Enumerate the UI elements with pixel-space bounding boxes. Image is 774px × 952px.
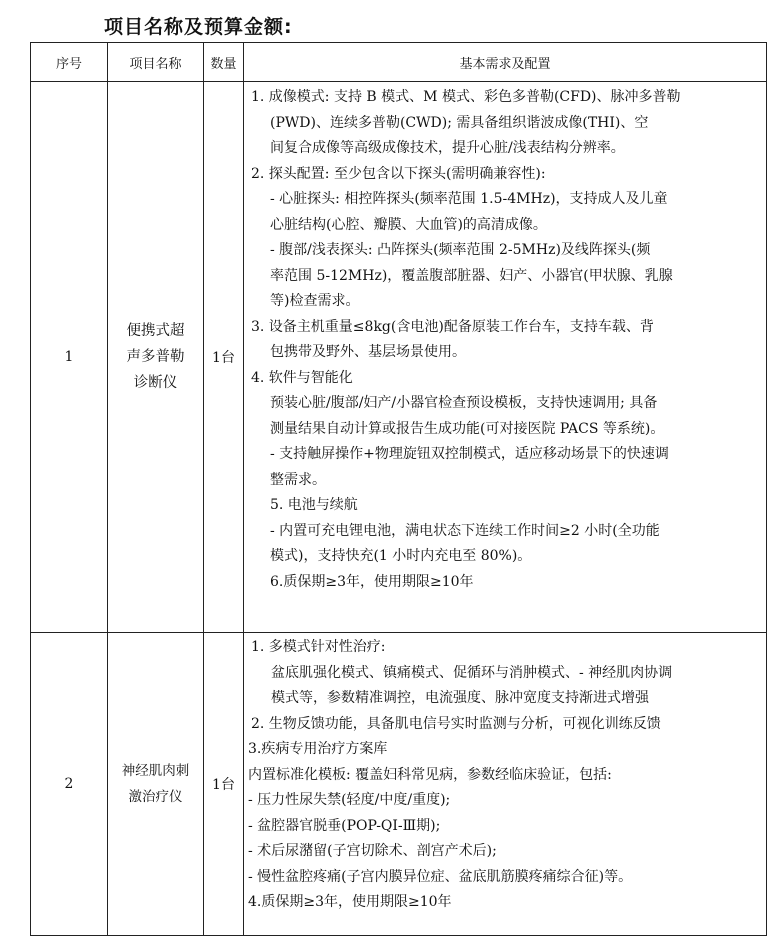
req-line: - 内置可充电锂电池，满电状态下连续工作时间≥2 小时(全功能 bbox=[270, 522, 660, 539]
header-requirements: 基本需求及配置 bbox=[244, 43, 767, 82]
req-line: 预装心脏/腹部/妇产/小器官检查预设模板，支持快速调用; 具备 bbox=[270, 395, 658, 411]
req-line: 2. 探头配置: 至少包含以下探头(需明确兼容性): bbox=[251, 165, 546, 182]
item-name-line: 激治疗仪 bbox=[128, 789, 183, 805]
budget-table bbox=[30, 42, 767, 936]
req-line: 4. 软件与智能化 bbox=[251, 369, 353, 386]
req-line: 心脏结构(心腔、瓣膜、大血管)的高清成像。 bbox=[270, 216, 547, 233]
table-row bbox=[31, 633, 767, 936]
header-row bbox=[31, 43, 767, 82]
req-line: 整需求。 bbox=[270, 471, 326, 488]
header-seq: 序号 bbox=[31, 43, 108, 82]
row-requirements bbox=[244, 633, 767, 936]
req-line: 2. 生物反馈功能，具备肌电信号实时监测与分析，可视化训练反馈 bbox=[251, 715, 661, 732]
row-qty: 1台 bbox=[204, 82, 244, 633]
row-qty: 1台 bbox=[204, 633, 244, 936]
req-line: (PWD)、连续多普勒(CWD); 需具备组织谐波成像(THI)、空 bbox=[270, 114, 649, 131]
req-line: - 盆腔器官脱垂(POP-QⅠ-Ⅲ期); bbox=[248, 817, 441, 834]
req-line: 1. 成像模式: 支持 B 模式、M 模式、彩色多普勒(CFD)、脉冲多普勒 bbox=[251, 89, 681, 105]
req-line: 6.质保期≥3年，使用期限≥10年 bbox=[270, 573, 474, 590]
item-name-line: 诊断仪 bbox=[133, 375, 178, 391]
req-line: 盆底肌强化模式、镇痛模式、促循环与消肿模式、- 神经肌肉协调 bbox=[271, 664, 673, 681]
header-qty: 数量 bbox=[204, 43, 244, 82]
req-line: 1. 多模式针对性治疗: bbox=[251, 639, 386, 655]
req-line: - 心脏探头: 相控阵探头(频率范围 1.5-4MHz)，支持成人及儿童 bbox=[270, 191, 668, 207]
req-line: - 压力性尿失禁(轻度/中度/重度); bbox=[248, 792, 451, 808]
req-line: 内置标准化模板: 覆盖妇科常见病，参数经临床验证，包括: bbox=[248, 766, 612, 783]
row-requirements bbox=[244, 82, 767, 633]
page-title: 项目名称及预算金额: bbox=[104, 16, 293, 38]
item-name-line: 声多普勒 bbox=[126, 349, 185, 365]
req-line: 模式等，参数精准调控，电流强度、脉冲宽度支持渐进式增强 bbox=[271, 690, 649, 706]
req-line: 3.疾病专用治疗方案库 bbox=[248, 741, 388, 757]
header-name: 项目名称 bbox=[108, 43, 204, 82]
req-line: 4.质保期≥3年，使用期限≥10年 bbox=[248, 894, 452, 910]
req-line: 率范围 5-12MHz)，覆盖腹部脏器、妇产、小器官(甲状腺、乳腺 bbox=[270, 267, 673, 284]
req-line: - 慢性盆腔疼痛(子宫内膜异位症、盆底肌筋膜疼痛综合征)等。 bbox=[248, 868, 633, 885]
req-line: - 支持触屏操作+物理旋钮双控制模式，适应移动场景下的快速调 bbox=[270, 446, 669, 462]
req-line: 3. 设备主机重量≤8kg(含电池)配备原装工作台车，支持车载、背 bbox=[251, 318, 654, 335]
req-line: 包携带及野外、基层场景使用。 bbox=[270, 344, 466, 360]
row-seq: 2 bbox=[31, 633, 108, 936]
req-line: - 术后尿潴留(子宫切除术、剖宫产术后); bbox=[248, 843, 497, 859]
req-line: 测量结果自动计算或报告生成功能(可对接医院 PACS 等系统)。 bbox=[270, 420, 665, 437]
item-name-line: 神经肌肉刺 bbox=[121, 763, 190, 779]
req-line: 等)检查需求。 bbox=[270, 293, 360, 309]
row-item-name bbox=[108, 82, 204, 633]
table-row bbox=[31, 82, 767, 633]
req-line: 模式)，支持快充(1 小时内充电至 80%)。 bbox=[270, 548, 532, 564]
req-line: 5. 电池与续航 bbox=[270, 497, 358, 513]
req-line: 间复合成像等高级成像技术，提升心脏/浅表结构分辨率。 bbox=[270, 140, 625, 156]
item-name-line: 便携式超 bbox=[126, 323, 185, 339]
req-line: - 腹部/浅表探头: 凸阵探头(频率范围 2-5MHz)及线阵探头(频 bbox=[270, 242, 651, 258]
row-item-name bbox=[108, 633, 204, 936]
row-seq: 1 bbox=[31, 82, 108, 633]
